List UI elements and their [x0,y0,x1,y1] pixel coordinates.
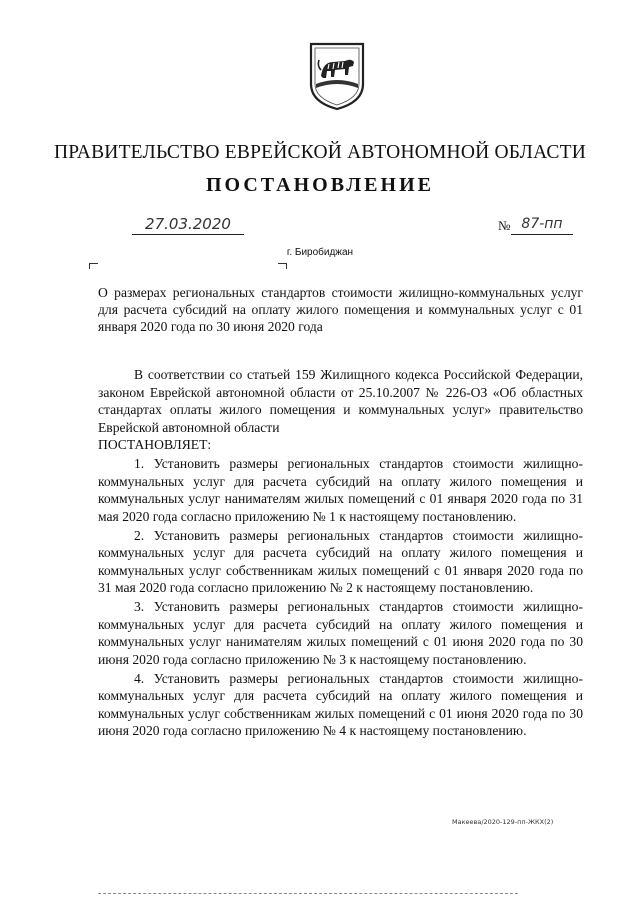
decree-item-3: 3. Установить размеры региональных стандартов стоимости жилищно-коммунальных услуг для расчета субсидий на оплату жилого помещения и коммунальных услуг нанимателям жилых помещений с 01 июня 2020 года по 30 июня 2020 года согласно приложению № 3 к настоящему постановлению. [98,599,583,667]
subject-corner-left [89,263,98,269]
preamble-paragraph: В соответствии со статьей 159 Жилищного кодекса Российской Федерации, законом Еврейской автономной области от 25.10.2007 № 226-ОЗ «Об областных стандартах оплаты жилого помещения и коммунальных услуг» правительство Еврейской автономной области [98,367,583,435]
document-subject: О размерах региональных стандартов стоимости жилищно-коммунальных услуг для расчета субсидий на оплату жилого помещения и коммунальных услуг с 01 января 2020 года по 30 июня 2020 года [98,285,583,334]
document-type-title: ПОСТАНОВЛЕНИЕ [206,174,434,196]
decree-item-1: 1. Установить размеры региональных стандартов стоимости жилищно-коммунальных услуг для расчета субсидий на оплату жилого помещения и коммунальных услуг нанимателям жилых помещений с 01 января 2020 года по 31 мая 2020 года согласно приложению № 1 к настоящему постановлению. [98,456,583,524]
decree-item-4: 4. Установить размеры региональных стандартов стоимости жилищно-коммунальных услуг для расчета субсидий на оплату жилого помещения и коммунальных услуг собственникам жилых помещений с 01 июня 2020 года по 30 июня 2020 года согласно приложению № 4 к настоящему постановлению. [98,670,583,738]
organization-title: ПРАВИТЕЛЬСТВО ЕВРЕЙСКОЙ АВТОНОМНОЙ ОБЛАСТИ [53,142,587,163]
document-date: 27.03.2020 [132,214,244,235]
document-number: 87-пп [511,214,573,235]
footer-reference-code: Макеева/2020-129-пп-ЖКХ(2) [452,818,554,826]
document-body [98,366,583,740]
document-city: г. Биробиджан [286,247,354,258]
bottom-divider [98,893,518,894]
decree-item-2: 2. Установить размеры региональных стандартов стоимости жилищно-коммунальных услуг для расчета субсидий на оплату жилого помещения и коммунальных услуг собственникам жилых помещений с 01 января 2020 года по 31 мая 2020 года согласно приложению № 2 к настоящему постановлению. [98,527,583,595]
subject-corner-right [278,263,287,269]
document-number-label: № [498,218,511,233]
coat-of-arms-tiger-icon [307,40,367,112]
decree-word: ПОСТАНОВЛЯЕТ: [98,437,212,452]
